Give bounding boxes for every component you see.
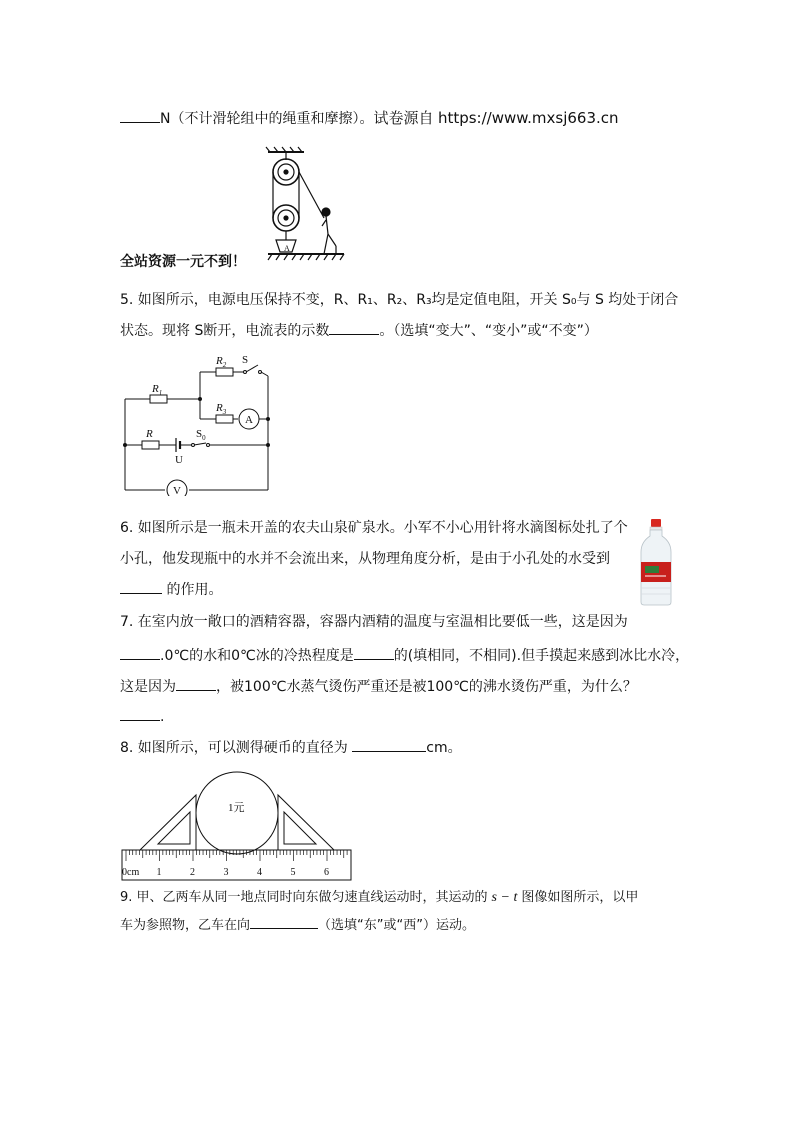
coin-label: 1元 [228,802,245,814]
answer-blank[interactable] [120,706,160,721]
q7-line2b: .0℃的水和0℃冰的冷热程度是 [160,648,354,664]
q8-text-a: 8. 如图所示，可以测得硬币的直径为 [120,740,348,756]
svg-text:S0 [196,428,206,442]
q6-line2: 小孔，他发现瓶中的水并不会流出来，从物理角度分析，是由于小孔处的水受到 [120,551,610,567]
label-r2-sub: 2 [222,361,227,369]
q6-line3b: 的作用。 [162,582,223,598]
ruler-label: 1 [156,867,162,878]
label-s0: S [196,428,203,440]
label-r1: R [152,383,159,395]
ruler-coin-figure [120,764,354,882]
svg-text:R1 [151,383,162,397]
switch-s0[interactable] [194,443,206,445]
ruler-label: 4 [257,867,262,878]
q6-line3 [120,579,222,600]
ruler-label: 6 [324,867,329,878]
label-r3: R [216,402,223,414]
ruler-label: 3 [223,867,229,878]
ruler-label: 5 [290,867,296,878]
q9-line2b: （选填“东”或“西”）运动。 [318,918,475,933]
ruler-label: 2 [190,867,195,878]
q5-line2a: 状态。现将 S断开，电流表的示数 [120,323,330,339]
q5-line1: 5. 如图所示，电源电压保持不变，R、R₁、R₂、R₃均是定值电阻，开关 S₀与 S 均处于闭合 [120,292,679,308]
water-bottle-image [638,518,674,606]
label-u: U [175,454,183,466]
q9-line1b: 图像如图所示，以甲 [521,890,639,905]
answer-blank[interactable] [120,108,160,123]
pulley-figure [262,146,348,268]
q9-line1 [120,888,638,908]
q8-text-b: cm。 [426,740,462,756]
answer-blank[interactable] [354,645,394,660]
label-r: R [146,428,153,440]
label-r3-sub: 3 [222,408,227,416]
answer-blank[interactable] [329,320,379,335]
q6-line1: 6. 如图所示是一瓶未开盖的农夫山泉矿泉水。小军不小心用针将水滴图标处扎了个 [120,520,628,536]
q7-line3b: ，被100℃水蒸气烫伤严重还是被100℃的沸水烫伤严重，为什么？ [216,679,637,695]
label-voltmeter: V [173,485,181,496]
answer-blank[interactable] [250,914,318,929]
answer-blank[interactable] [352,737,426,752]
resistor-r3 [216,415,233,423]
svg-text:R3 [215,402,227,416]
promo-text: 全站资源一元不到！ [120,254,246,270]
answer-blank[interactable] [120,645,160,660]
resistor-r [142,441,159,449]
q7-line3a: 这是因为 [120,679,176,695]
label-s0-sub: 0 [202,434,206,442]
right-set-square [278,795,334,850]
answer-blank[interactable] [120,579,162,594]
left-set-square [140,795,196,850]
svg-text:A: A [284,244,290,253]
q8-line [120,737,462,758]
q7-line2c: 的(填相同，不相同).但手摸起来感到冰比水冷， [393,648,690,664]
q7-line3 [120,676,637,697]
svg-text:R2 [215,355,227,369]
resistor-r2 [216,368,233,376]
label-r2: R [216,355,223,367]
q7-line1: 7. 在室内放一敞口的酒精容器，容器内酒精的温度与室温相比要低一些，这是因为 [120,614,628,630]
q4-tail-line [120,108,619,129]
source-label: 试卷源自 [373,109,434,127]
answer-blank[interactable] [176,676,216,691]
label-r1-sub: 1 [158,389,163,397]
label-ammeter: A [245,414,253,426]
q7-line4b: . [160,709,165,725]
q7-line4 [120,706,164,727]
q9-line2 [120,914,475,936]
q4-tail-text: N（不计滑轮组中的绳重和摩擦）。 [160,111,374,127]
q9-line2a: 车为参照物，乙车在向 [120,918,251,933]
q7-line2 [120,645,689,666]
q9-line1a: 9. 甲、乙两车从同一地点同时向东做匀速直线运动时，其运动的 [120,890,488,905]
q9-math: s − t [491,890,518,905]
label-s: S [242,354,249,366]
source-url[interactable]: https://www.mxsj663.cn [437,109,619,127]
ruler-label: 0cm [122,867,140,878]
q5-line2b: 。（选填“变大”、“变小”或“不变”） [379,323,598,339]
q5-line2 [120,320,598,341]
circuit-figure [120,352,274,496]
switch-s[interactable] [246,365,258,372]
